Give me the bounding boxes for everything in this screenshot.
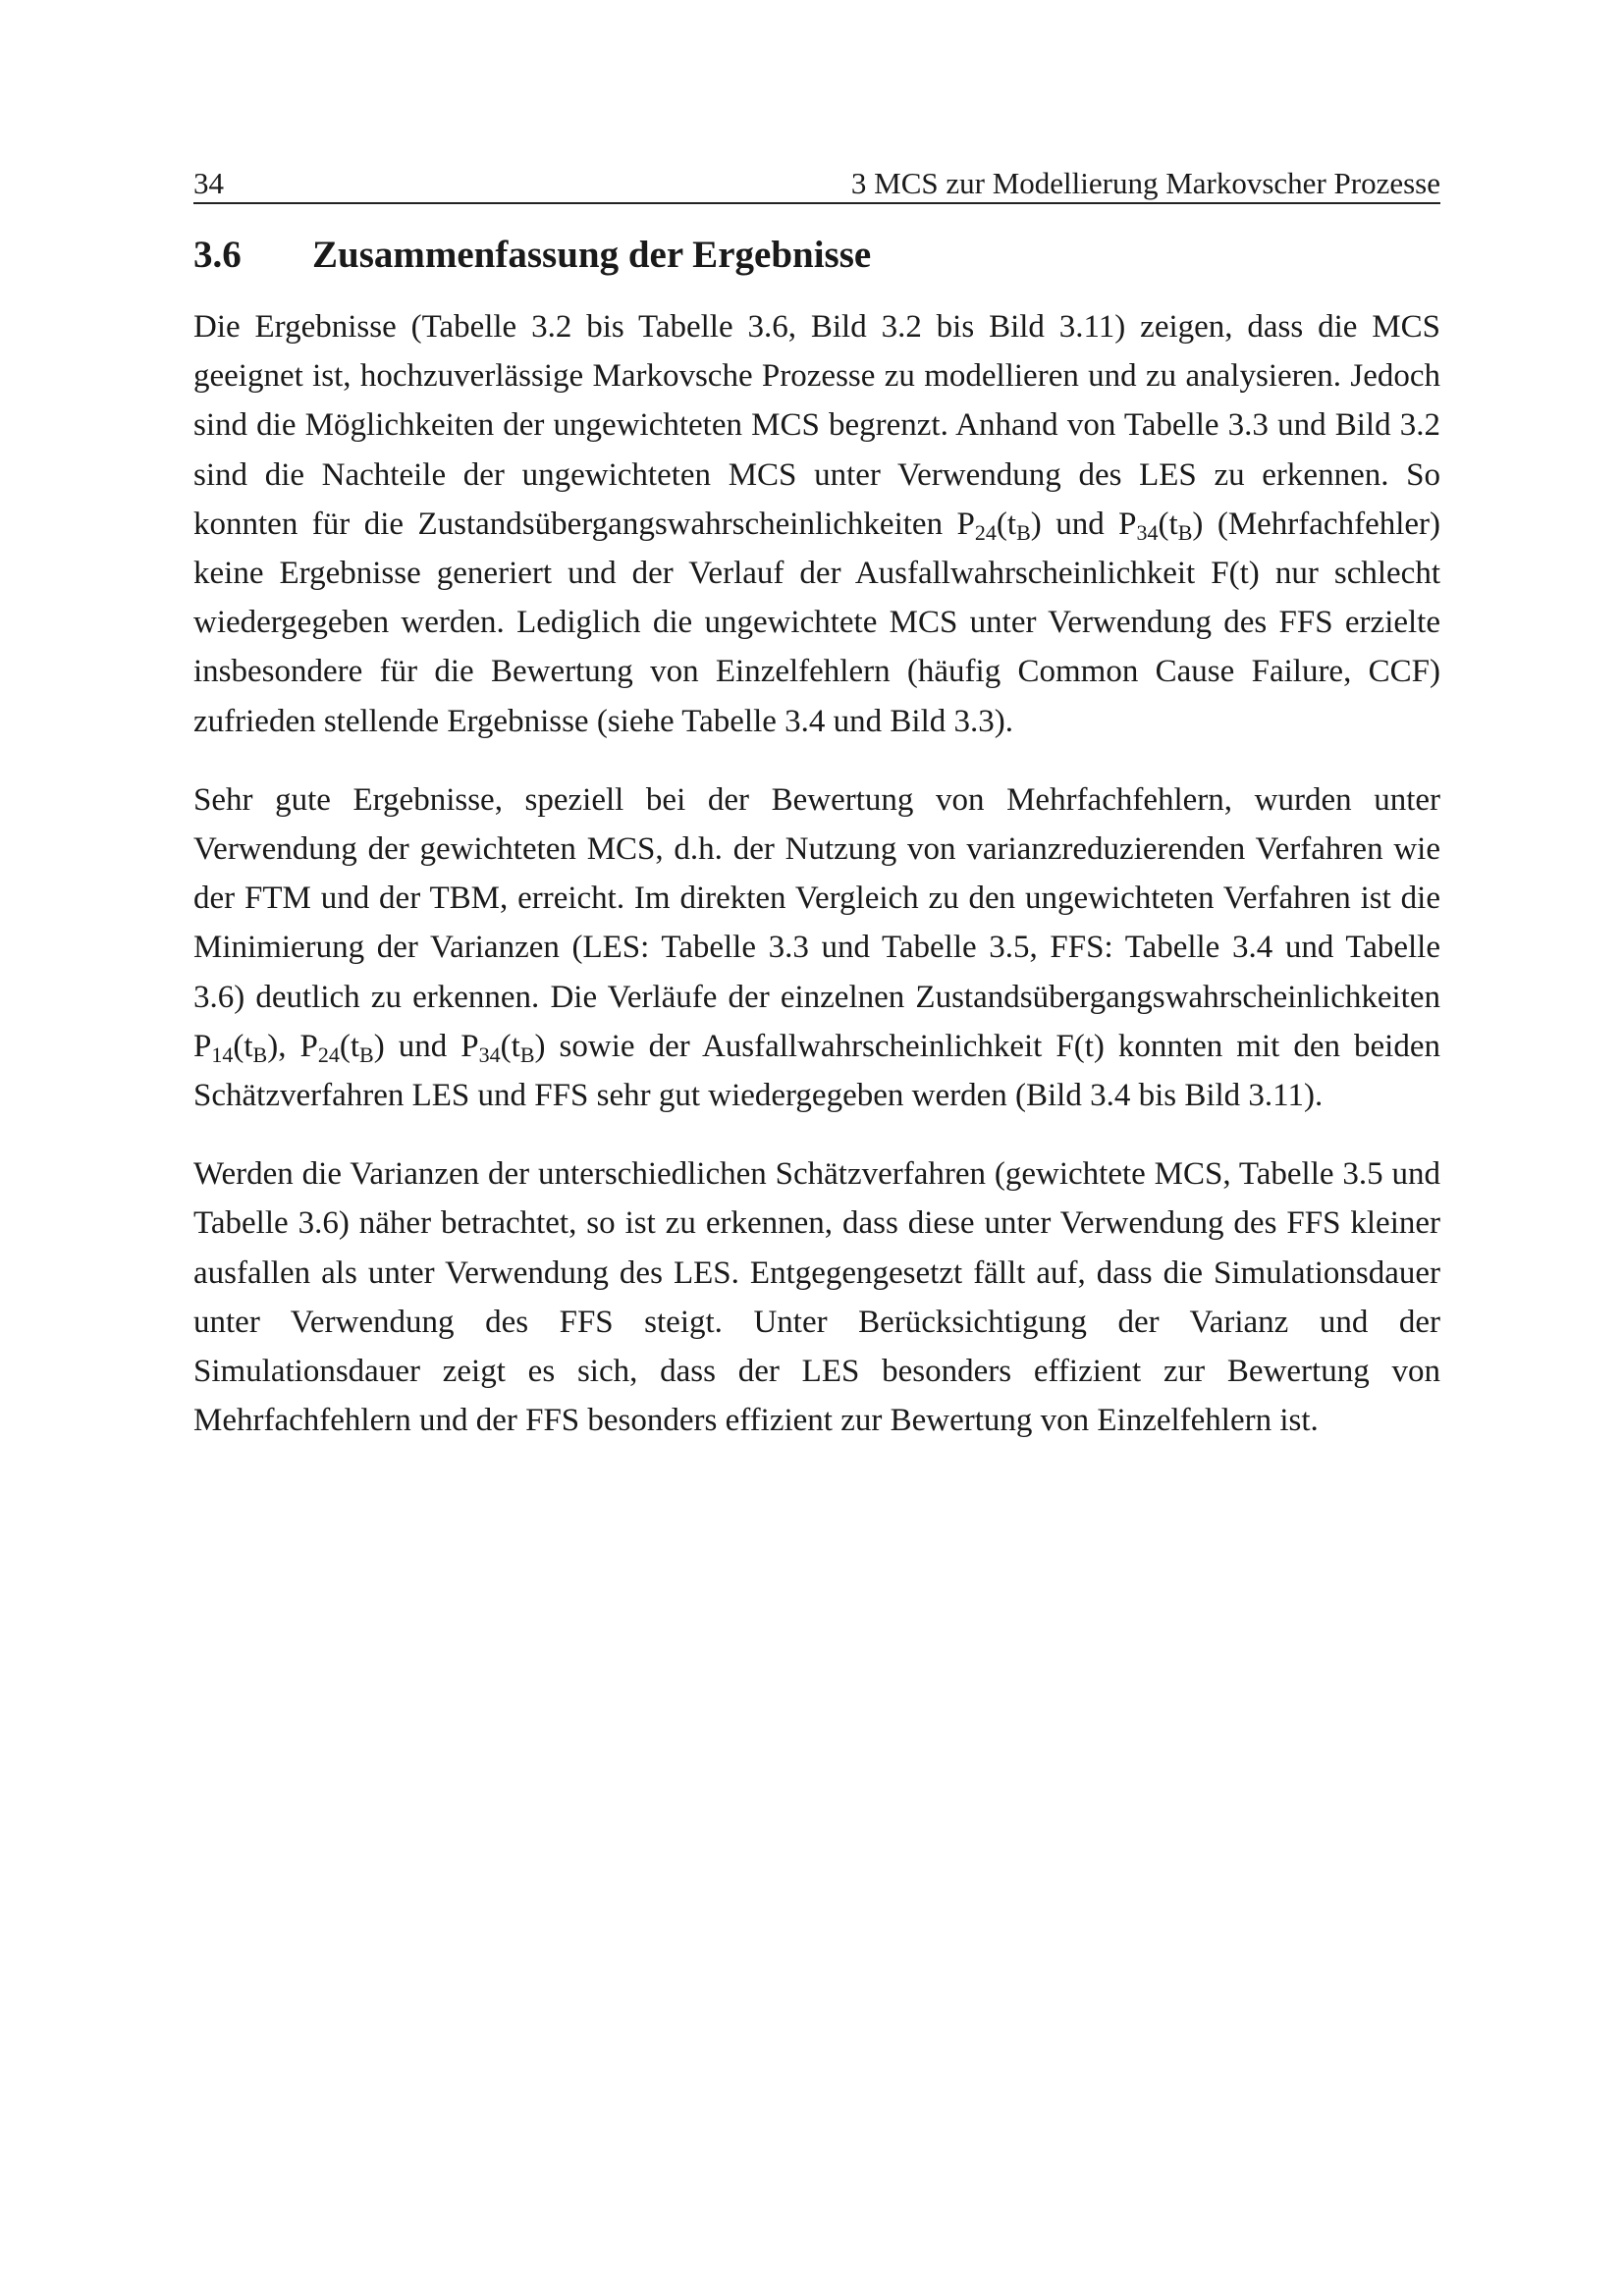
paragraph-2	[193, 775, 1440, 1120]
text-segment: Werden die Varianzen der unterschiedlichen Schätzverfahren (gewichtete MCS, Tabelle 3.5 und Tabelle 3.6) näher betrachtet, so ist zu erkennen, dass diese unter Verwendung des FFS kleiner ausfallen als unter Verwendung des LES. Entgegengesetzt fällt auf, dass die Simulationsdauer unter Verwendung des FFS steigt. Unter Berücksichtigung der Varianz und der Simulationsdauer zeigt es sich, dass der LES besonders effizient zur Bewertung von Mehrfachfehlern und der FFS besonders effizient zur Bewertung von Einzelfehlern ist.	[193, 1156, 1440, 1439]
section-title: Zusammenfassung der Ergebnisse	[312, 234, 872, 276]
subscript: B	[252, 1041, 268, 1067]
text-segment: ), P	[267, 1028, 318, 1064]
subscript: B	[519, 1041, 535, 1067]
subscript: B	[359, 1041, 374, 1067]
subscript: B	[1177, 519, 1193, 545]
section-number: 3.6	[193, 234, 242, 276]
text-segment: ) sowie der Ausfallwahrscheinlichkeit F(t) konnten mit den beiden Schätzverfahren LES und FFS sehr gut wiedergegeben werden (Bild 3.4 bis Bild 3.11).	[193, 1028, 1440, 1114]
subscript: 14	[211, 1041, 234, 1067]
subscript: 24	[974, 519, 997, 545]
paragraph-1	[193, 302, 1440, 746]
subscript: 34	[478, 1041, 501, 1067]
text-segment: ) und P	[1030, 506, 1137, 542]
text-segment: Die Ergebnisse (Tabelle 3.2 bis Tabelle 3.6, Bild 3.2 bis Bild 3.11) zeigen, dass die MCS geeignet ist, hochzuverlässige Markovsche Prozesse zu modellieren und zu analysieren. Jedoch sind die Möglichkeiten der ungewichteten MCS begrenzt. Anhand von Tabelle 3.3 und Bild 3.2 sind die Nachteile der ungewichteten MCS unter Verwendung des LES zu erkennen. So konnten für die Zustandsübergangswahrscheinlichkeiten P	[193, 309, 1440, 542]
text-segment: (t	[1158, 506, 1178, 542]
text-segment: ) und P	[373, 1028, 479, 1064]
text-segment: (t	[339, 1028, 360, 1064]
running-title: 3 MCS zur Modellierung Markovscher Prozesse	[850, 166, 1440, 200]
page-number: 34	[193, 166, 224, 200]
text-segment: (t	[500, 1028, 520, 1064]
text-segment: (t	[996, 506, 1017, 542]
body-text	[193, 302, 1440, 1474]
section-heading	[193, 228, 871, 283]
paragraph-3	[193, 1149, 1440, 1445]
text-segment: Sehr gute Ergebnisse, speziell bei der Bewertung von Mehrfachfehlern, wurden unter Verwendung der gewichteten MCS, d.h. der Nutzung von varianzreduzierenden Verfahren wie der FTM und der TBM, erreicht. Im direkten Vergleich zu den ungewichteten Verfahren ist die Minimierung der Varianzen (LES: Tabelle 3.3 und Tabelle 3.5, FFS: Tabelle 3.4 und Tabelle 3.6) deutlich zu erkennen. Die Verläufe der einzelnen Zustandsübergangswahrscheinlichkeiten P	[193, 781, 1440, 1064]
subscript: B	[1016, 519, 1031, 545]
subscript: 24	[317, 1041, 340, 1067]
text-segment: ) (Mehrfachfehler) keine Ergebnisse generiert und der Verlauf der Ausfallwahrscheinlichkeit F(t) nur schlecht wiedergegeben werden. Lediglich die ungewichtete MCS unter Verwendung des FFS erzielte insbesondere für die Bewertung von Einzelfehlern (häufig Common Cause Failure, CCF) zufrieden stellende Ergebnisse (siehe Tabelle 3.4 und Bild 3.3).	[193, 506, 1441, 739]
text-segment: (t	[233, 1028, 253, 1064]
page-header	[193, 165, 1440, 204]
subscript: 34	[1136, 519, 1159, 545]
